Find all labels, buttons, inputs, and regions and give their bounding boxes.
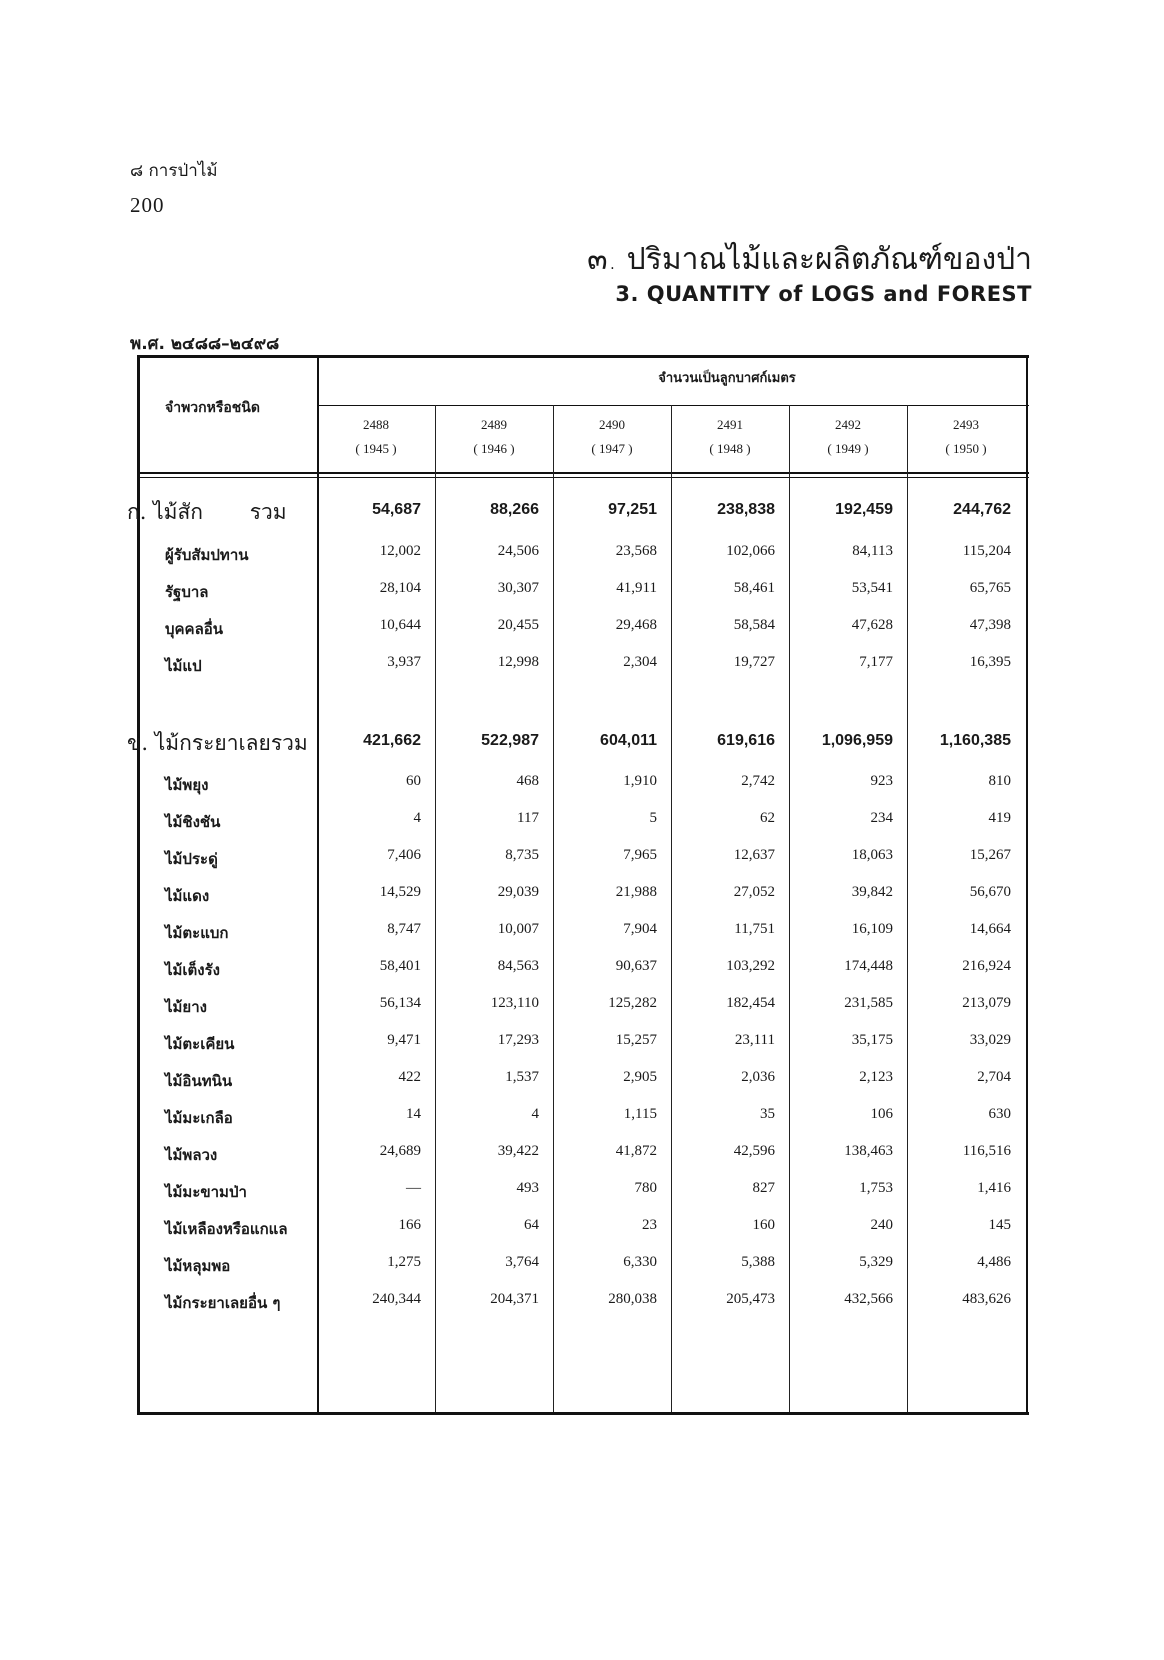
- value-cell: 28,104: [379, 580, 421, 596]
- value-cell: 39,422: [497, 1143, 539, 1159]
- value-cell: 1,910: [623, 773, 657, 789]
- value-cell: 1,537: [505, 1069, 539, 1085]
- year-header: [435, 413, 553, 461]
- year-ad: ( 1945 ): [355, 441, 397, 456]
- value-cell: 138,463: [844, 1143, 893, 1159]
- value-cell: 58,461: [733, 580, 775, 596]
- value-cell: 58,401: [379, 958, 421, 974]
- value-cell: 923: [870, 773, 893, 789]
- row-label: ไม้แป: [165, 657, 202, 675]
- value-cell: 2,304: [623, 654, 657, 670]
- value-cell: 56,670: [969, 884, 1011, 900]
- value-cell: 11,751: [734, 921, 775, 937]
- value-cell: 19,727: [733, 654, 775, 670]
- value-cell: 115,204: [962, 543, 1011, 559]
- value-cell: 62: [760, 810, 775, 826]
- value-cell: 35,175: [851, 1032, 893, 1048]
- value-cell: 12,637: [733, 847, 775, 863]
- value-cell: 5: [649, 810, 657, 826]
- group-total-cell: 522,987: [481, 732, 539, 749]
- value-cell: 3,937: [387, 654, 421, 670]
- group-total-cell: 244,762: [953, 501, 1011, 518]
- value-cell: 64: [524, 1217, 539, 1233]
- value-cell: 103,292: [726, 958, 775, 974]
- value-cell: 182,454: [726, 995, 775, 1011]
- value-cell: 422: [398, 1069, 421, 1085]
- value-cell: 810: [988, 773, 1011, 789]
- year-thai: 2491: [717, 417, 743, 432]
- value-cell: 2,704: [977, 1069, 1011, 1085]
- value-cell: 468: [516, 773, 539, 789]
- value-cell: 7,904: [623, 921, 657, 937]
- value-cell: —: [406, 1180, 421, 1196]
- value-cell: 16,109: [851, 921, 893, 937]
- value-cell: 432,566: [844, 1291, 893, 1307]
- row-label: ไม้ชิงชัน: [165, 813, 221, 831]
- value-cell: 125,282: [608, 995, 657, 1011]
- year-thai: 2489: [481, 417, 507, 432]
- title-thai: ๓. ปริมาณไม้และผลิตภัณฑ์ของป่า: [587, 242, 1032, 277]
- value-cell: 15,257: [615, 1032, 657, 1048]
- value-cell: 12,998: [497, 654, 539, 670]
- value-cell: 1,115: [623, 1106, 657, 1122]
- table-bottom-rule: [137, 1412, 1029, 1415]
- value-cell: 17,293: [497, 1032, 539, 1048]
- row-label: ไม้กระยาเลยอื่น ๆ: [165, 1294, 281, 1312]
- value-cell: 10,644: [379, 617, 421, 633]
- value-cell: 2,905: [623, 1069, 657, 1085]
- row-label: บุคคลอื่น: [165, 620, 224, 638]
- table-right-rule: [1026, 355, 1028, 1415]
- value-cell: 18,063: [851, 847, 893, 863]
- value-cell: 29,468: [615, 617, 657, 633]
- group-total-cell: 1,160,385: [939, 732, 1011, 749]
- value-cell: 2,036: [741, 1069, 775, 1085]
- value-cell: 23: [642, 1217, 657, 1233]
- value-cell: 23,111: [734, 1032, 775, 1048]
- row-label: ไม้มะขามป่า: [165, 1183, 247, 1201]
- value-cell: 9,471: [387, 1032, 421, 1048]
- value-cell: 58,584: [733, 617, 775, 633]
- value-cell: 160: [752, 1217, 775, 1233]
- value-cell: 10,007: [497, 921, 539, 937]
- year-header: [789, 413, 907, 461]
- value-cell: 4: [531, 1106, 539, 1122]
- year-header: [553, 413, 671, 461]
- value-cell: 47,398: [969, 617, 1011, 633]
- period-label: พ.ศ. ๒๔๘๘–๒๔๙๘: [130, 334, 280, 354]
- value-cell: 102,066: [726, 543, 775, 559]
- value-cell: 5,329: [859, 1254, 893, 1270]
- row-label: ไม้พยุง: [165, 776, 209, 794]
- year-ad: ( 1949 ): [827, 441, 869, 456]
- value-cell: 7,406: [387, 847, 421, 863]
- value-cell: 23,568: [615, 543, 657, 559]
- value-cell: 47,628: [851, 617, 893, 633]
- value-cell: 145: [988, 1217, 1011, 1233]
- group-label: ก. ไม้สัก รวม: [127, 500, 287, 524]
- value-cell: 4,486: [977, 1254, 1011, 1270]
- value-cell: 21,988: [615, 884, 657, 900]
- year-ad: ( 1947 ): [591, 441, 633, 456]
- value-cell: 1,753: [859, 1180, 893, 1196]
- value-cell: 106: [870, 1106, 893, 1122]
- value-cell: 60: [406, 773, 421, 789]
- value-cell: 90,637: [615, 958, 657, 974]
- value-cell: 84,113: [852, 543, 893, 559]
- year-thai: 2492: [835, 417, 861, 432]
- value-cell: 240: [870, 1217, 893, 1233]
- row-label: ไม้ตะเคียน: [165, 1035, 235, 1053]
- year-thai: 2493: [953, 417, 979, 432]
- header-bottom-rule-2: [137, 477, 1029, 478]
- value-cell: 2,742: [741, 773, 775, 789]
- value-cell: 493: [516, 1180, 539, 1196]
- value-cell: 483,626: [962, 1291, 1011, 1307]
- group-total-cell: 54,687: [372, 501, 421, 518]
- value-cell: 84,563: [497, 958, 539, 974]
- header-bottom-rule: [137, 472, 1029, 474]
- group-total-cell: 619,616: [717, 732, 775, 749]
- value-cell: 30,307: [497, 580, 539, 596]
- year-thai: 2488: [363, 417, 389, 432]
- page-number: 200: [130, 193, 165, 217]
- row-label: ไม้อินทนิน: [165, 1072, 233, 1090]
- row-label: ไม้ประดู่: [165, 850, 218, 868]
- value-cell: 20,455: [497, 617, 539, 633]
- value-cell: 205,473: [726, 1291, 775, 1307]
- value-cell: 780: [634, 1180, 657, 1196]
- value-cell: 7,965: [623, 847, 657, 863]
- group-total-cell: 97,251: [608, 501, 657, 518]
- group-total-cell: 192,459: [835, 501, 893, 518]
- group-label: ข. ไม้กระยาเลยรวม: [127, 731, 308, 755]
- group-total-cell: 604,011: [600, 732, 657, 749]
- value-cell: 14: [406, 1106, 421, 1122]
- value-cell: 24,689: [379, 1143, 421, 1159]
- value-cell: 39,842: [851, 884, 893, 900]
- value-cell: 240,344: [372, 1291, 421, 1307]
- value-cell: 231,585: [844, 995, 893, 1011]
- year-ad: ( 1946 ): [473, 441, 515, 456]
- value-cell: 123,110: [490, 995, 539, 1011]
- year-header-rule: [317, 405, 1029, 406]
- row-label: ไม้พลวง: [165, 1146, 218, 1164]
- value-cell: 33,029: [969, 1032, 1011, 1048]
- value-cell: 116,516: [962, 1143, 1011, 1159]
- value-cell: 14,664: [969, 921, 1011, 937]
- group-total-cell: 88,266: [490, 501, 539, 518]
- row-label: ไม้ยาง: [165, 998, 207, 1016]
- row-label: ไม้เต็งรัง: [165, 961, 221, 979]
- value-cell: 4: [413, 810, 421, 826]
- value-cell: 1,275: [387, 1254, 421, 1270]
- value-cell: 8,735: [505, 847, 539, 863]
- value-cell: 8,747: [387, 921, 421, 937]
- value-cell: 3,764: [505, 1254, 539, 1270]
- value-cell: 12,002: [379, 543, 421, 559]
- row-label: ไม้หลุมพอ: [165, 1257, 231, 1275]
- value-cell: 1,416: [977, 1180, 1011, 1196]
- row-label: ไม้เหลืองหรือแกแล: [165, 1220, 288, 1238]
- value-cell: 41,911: [616, 580, 657, 596]
- value-cell: 630: [988, 1106, 1011, 1122]
- value-cell: 27,052: [733, 884, 775, 900]
- year-header: [907, 413, 1025, 461]
- row-label: ผู้รับสัมปทาน: [165, 546, 249, 564]
- value-cell: 213,079: [962, 995, 1011, 1011]
- value-cell: 6,330: [623, 1254, 657, 1270]
- value-cell: 65,765: [969, 580, 1011, 596]
- group-total-cell: 238,838: [717, 501, 775, 518]
- group-total-cell: 1,096,959: [821, 732, 893, 749]
- year-ad: ( 1950 ): [945, 441, 987, 456]
- value-cell: 827: [752, 1180, 775, 1196]
- year-header: [317, 413, 435, 461]
- value-cell: 24,506: [497, 543, 539, 559]
- value-cell: 280,038: [608, 1291, 657, 1307]
- value-cell: 216,924: [962, 958, 1011, 974]
- value-cell: 35: [760, 1106, 775, 1122]
- value-cell: 16,395: [969, 654, 1011, 670]
- row-label: ไม้มะเกลือ: [165, 1109, 233, 1127]
- row-label: ไม้แดง: [165, 887, 210, 905]
- value-cell: 234: [870, 810, 893, 826]
- title-english: 3. QUANTITY of LOGS and FOREST: [615, 282, 1032, 306]
- value-cell: 29,039: [497, 884, 539, 900]
- category-column-header: จำพวกหรือชนิด: [165, 400, 260, 416]
- row-label: ไม้ตะแบก: [165, 924, 229, 942]
- value-cell: 7,177: [859, 654, 893, 670]
- value-cell: 5,388: [741, 1254, 775, 1270]
- group-total-cell: 421,662: [363, 732, 421, 749]
- value-cell: 53,541: [851, 580, 893, 596]
- value-cell: 2,123: [859, 1069, 893, 1085]
- value-cell: 419: [988, 810, 1011, 826]
- data-table: [127, 355, 1029, 1415]
- value-cell: 204,371: [490, 1291, 539, 1307]
- value-cell: 174,448: [844, 958, 893, 974]
- year-header: [671, 413, 789, 461]
- section-header: ๘ การป่าไม้: [130, 161, 218, 181]
- value-cell: 41,872: [615, 1143, 657, 1159]
- table-top-rule: [137, 355, 1029, 358]
- year-ad: ( 1948 ): [709, 441, 751, 456]
- year-thai: 2490: [599, 417, 625, 432]
- unit-header: จำนวนเป็นลูกบาศก์เมตร: [658, 371, 796, 386]
- value-cell: 166: [398, 1217, 421, 1233]
- value-cell: 117: [517, 810, 539, 826]
- row-label: รัฐบาล: [165, 583, 209, 601]
- value-cell: 56,134: [379, 995, 421, 1011]
- value-cell: 42,596: [733, 1143, 775, 1159]
- value-cell: 14,529: [379, 884, 421, 900]
- value-cell: 15,267: [969, 847, 1011, 863]
